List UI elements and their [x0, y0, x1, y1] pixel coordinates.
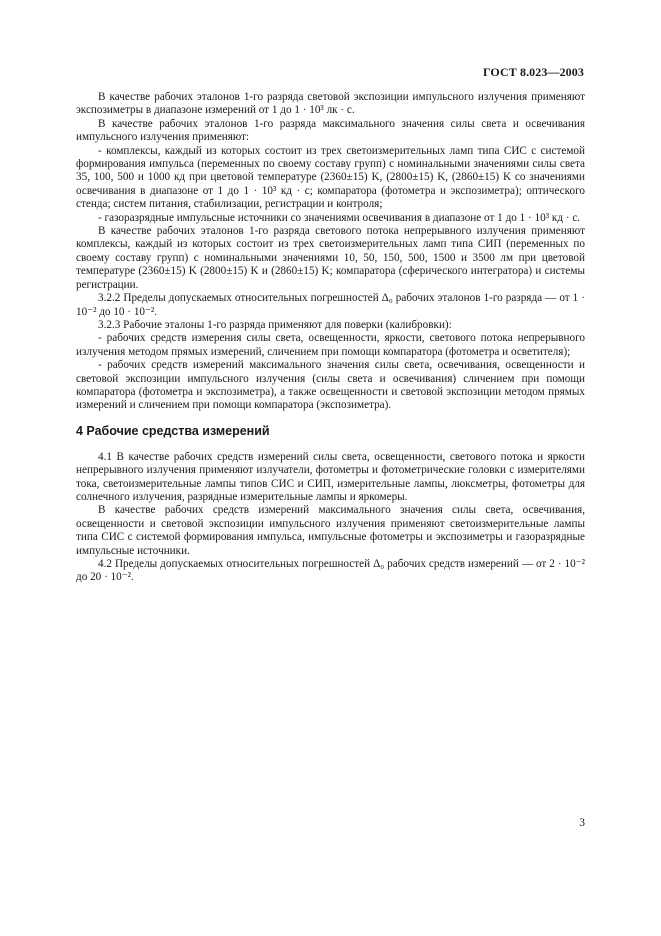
- document-body: [76, 91, 585, 585]
- paragraph: 4.2 Пределы допускаемых относительных погрешностей Δ₀ рабочих средств измерений — от 2 · 10⁻² до 20 · 10⁻².: [76, 558, 585, 584]
- page-number: 3: [579, 817, 585, 829]
- paragraph: 4.1 В качестве рабочих средств измерений силы света, освещенности, светового потока и яркости непрерывного излучения применяют излучатели, фотометры и фотометрические головки с измерителями тока, светоизмерительные лампы типов СИС и СИП, измерительные лампы, люксметры, фотометры для солнечного излучения, разрядные измерительные лампы и яркомеры.: [76, 450, 585, 503]
- document-code: ГОСТ 8.023—2003: [483, 65, 584, 79]
- paragraph: В качестве рабочих эталонов 1-го разряда светового потока непрерывного излучения применяют комплексы, каждый из которых состоит из трех светоизмерительных ламп типа СИП (переменных по своему составу групп) с номинальными значениями 10, 50, 150, 500, 1500 и 3500 лм при цветовой температуре (2360±15) K (2800±15) K и (2860±15) K; компаратора (сферического интегратора) и системы регистрации.: [76, 225, 585, 291]
- paragraph: 3.2.2 Пределы допускаемых относительных погрешностей Δ₀ рабочих эталонов 1-го разряда — от 1 · 10⁻² до 10 · 10⁻².: [76, 292, 585, 318]
- list-item: - газоразрядные импульсные источники со значениями освечивания в диапазоне от 1 до 1 · 10³ кд · с.: [98, 211, 581, 224]
- paragraph: В качестве рабочих эталонов 1-го разряда световой экспозиции импульсного излучения применяют экспозиметры в диапазоне измерений от 1 до 1 · 10³ лк · с.: [76, 91, 585, 117]
- paragraph: 3.2.3 Рабочие эталоны 1-го разряда применяют для поверки (калибровки):: [98, 318, 452, 331]
- paragraph: В качестве рабочих эталонов 1-го разряда максимального значения силы света и освечивания импульсного излучения применяют:: [76, 117, 585, 144]
- list-item: - комплексы, каждый из которых состоит из трех светоизмерительных ламп типа СИС с системой формирования импульса (переменных по своему составу групп) с номинальными значениями силы света 35, 100, 500 и 1000 кд при цветовой температуре (2360±15) K, (2800±15) K, (2860±15) K со значениями освечивания в диапазоне от 1 до 1 · 10³ кд · с; компаратора (фотометра и экспозиметра); оптического стенда; систем питания, стабилизации, регистрации и контроля;: [76, 144, 585, 211]
- section-heading: 4 Рабочие средства измерений: [76, 423, 270, 438]
- paragraph: В качестве рабочих средств измерений максимального значения силы света, освечивания, освещенности и световой экспозиции импульсного излучения применяют светоизмерительные лампы типа СИС с системой формирования импульса, импульсные фотометры и экспозиметры и газоразрядные импульсные источники.: [76, 504, 585, 557]
- list-item: - рабочих средств измерений максимального значения силы света, освечивания, освещенности и световой экспозиции импульсного излучения (силы света и освечивания) сличением при помощи компаратора (фотометра и экспозиметра), а также освещенности и световой экспозиции методом прямых измерений и сличением при помощи компаратора (экспозиметра).: [76, 359, 585, 412]
- list-item: - рабочих средств измерения силы света, освещенности, яркости, светового потока непрерывного излучения методом прямых измерений, сличением при помощи компаратора (фотометра и осветителя);: [76, 332, 585, 358]
